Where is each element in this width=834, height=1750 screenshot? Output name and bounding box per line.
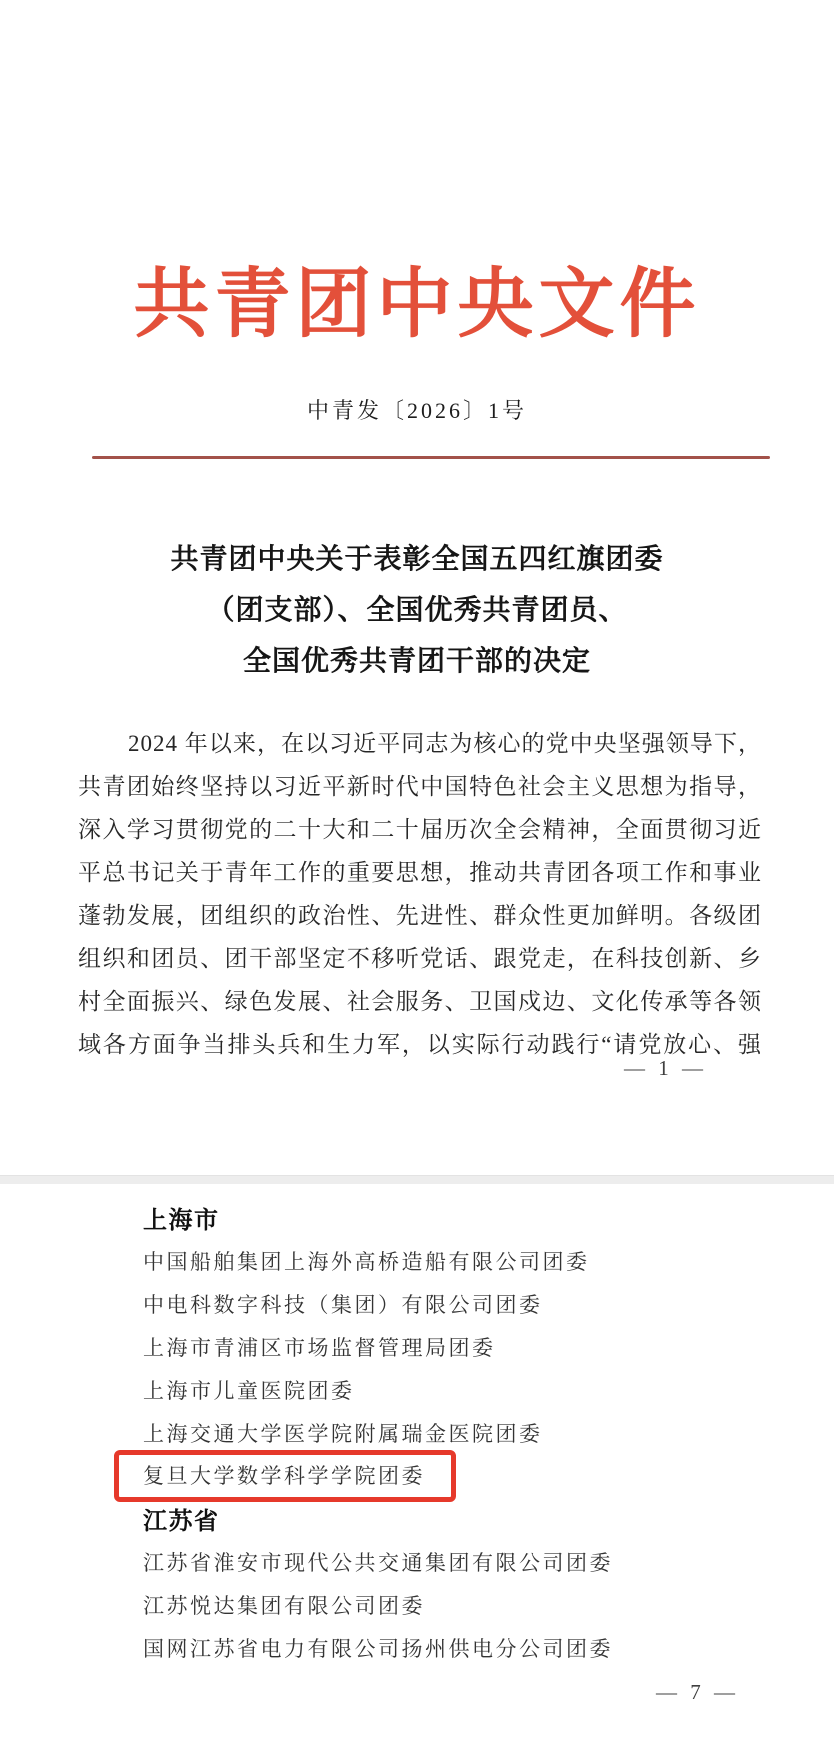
document-title-line: （团支部）、全国优秀共青团员、 (206, 595, 628, 626)
document-title-line: 全国优秀共青团干部的决定 (242, 646, 591, 677)
list-item: 上海交通大学医学院附属瑞金医院团委 (143, 1421, 543, 1446)
red-divider-line (92, 456, 770, 459)
page-number-1: — 1 — (624, 1056, 707, 1080)
body-line: 村全面振兴、绿色发展、社会服务、卫国戍边、文化传承等各领 (78, 989, 762, 1014)
page-number-7: — 7 — (656, 1680, 739, 1704)
award-list (143, 1196, 793, 1669)
page-separator (0, 1175, 834, 1184)
document-title-line: 共青团中央关于表彰全国五四红旗团委 (170, 544, 664, 575)
body-line: 2024 年以来，在以习近平同志为核心的党中央坚强领导下， (128, 731, 762, 756)
document-number: 中青发〔2026〕1号 (306, 398, 527, 423)
document-title (0, 534, 834, 687)
list-item: 江苏悦达集团有限公司团委 (143, 1593, 425, 1618)
list-item: 江苏省淮安市现代公共交通集团有限公司团委 (143, 1550, 613, 1575)
body-line: 域各方面争当排头兵和生力军，以实际行动践行“请党放心、强 (78, 1032, 762, 1057)
list-item-highlighted-row (143, 1454, 793, 1497)
banner-title: 共青团中央文件 (133, 263, 701, 347)
list-item-highlighted: 复旦大学数学科学学院团委 (143, 1463, 425, 1488)
body-line: 深入学习贯彻党的二十大和二十届历次全会精神，全面贯彻习近 (78, 817, 762, 842)
list-item: 中电科数字科技（集团）有限公司团委 (143, 1292, 543, 1317)
body-paragraph (78, 722, 762, 1066)
list-item: 上海市儿童医院团委 (143, 1378, 355, 1403)
body-line: 蓬勃发展，团组织的政治性、先进性、群众性更加鲜明。各级团 (78, 903, 762, 928)
body-line: 组织和团员、团干部坚定不移听党话、跟党走，在科技创新、乡 (78, 946, 762, 971)
list-item: 国网江苏省电力有限公司扬州供电分公司团委 (143, 1636, 613, 1661)
body-line: 平总书记关于青年工作的重要思想，推动共青团各项工作和事业 (78, 860, 762, 885)
red-highlight-box (114, 1450, 456, 1502)
province-header-shanghai: 上海市 (143, 1207, 220, 1234)
list-item: 中国船舶集团上海外高桥造船有限公司团委 (143, 1249, 590, 1274)
body-line: 共青团始终坚持以习近平新时代中国特色社会主义思想为指导， (78, 774, 762, 799)
province-header-jiangsu: 江苏省 (143, 1508, 220, 1535)
list-item: 上海市青浦区市场监督管理局团委 (143, 1335, 496, 1360)
